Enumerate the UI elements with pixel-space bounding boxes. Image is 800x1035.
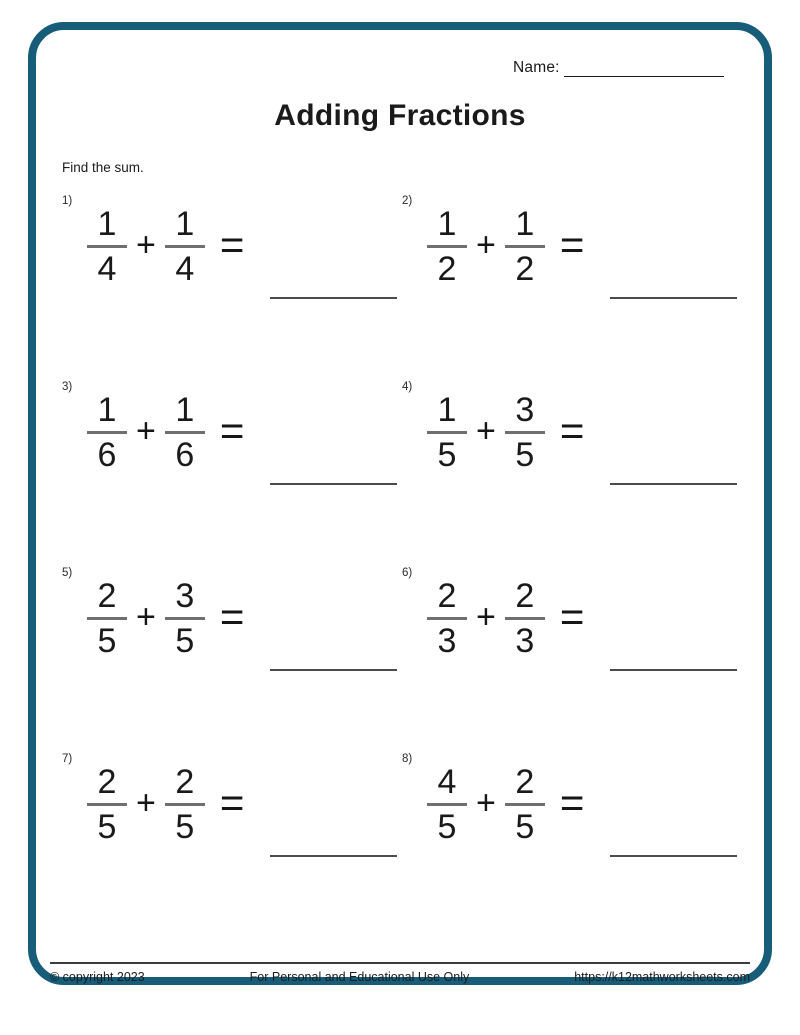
equation: [402, 206, 742, 287]
equals-sign: =: [219, 220, 245, 268]
plus-sign: +: [476, 597, 496, 636]
fraction-first: [85, 764, 129, 845]
problems-grid: [62, 193, 742, 937]
denominator: 5: [515, 435, 535, 474]
denominator: 5: [515, 807, 535, 846]
numerator: 3: [515, 391, 535, 429]
numerator: 2: [175, 763, 195, 801]
problem-number: 7): [62, 753, 73, 765]
fraction-first: [425, 206, 469, 287]
problem-number: 4): [402, 381, 413, 393]
fraction-bar: [165, 431, 205, 434]
denominator: 4: [175, 249, 195, 288]
plus-sign: +: [136, 411, 156, 450]
fraction-bar: [427, 245, 467, 248]
denominator: 5: [97, 807, 117, 846]
equals-sign: =: [559, 592, 585, 640]
problem-6: [402, 565, 742, 751]
plus-sign: +: [136, 225, 156, 264]
problem-1: [62, 193, 402, 379]
denominator: 2: [437, 249, 457, 288]
fraction-bar: [427, 617, 467, 620]
denominator: 5: [97, 621, 117, 660]
fraction-second: [163, 578, 207, 659]
fraction-bar: [505, 617, 545, 620]
problem-5: [62, 565, 402, 751]
problem-3: [62, 379, 402, 565]
fraction-second: [503, 578, 547, 659]
equation: [62, 206, 402, 287]
numerator: 2: [515, 577, 535, 615]
numerator: 1: [97, 205, 117, 243]
name-row: [513, 59, 724, 77]
page-title: Adding Fractions: [274, 99, 526, 132]
problem-2: [402, 193, 742, 379]
numerator: 1: [175, 205, 195, 243]
fraction-first: [425, 578, 469, 659]
numerator: 2: [515, 763, 535, 801]
equals-sign: =: [559, 220, 585, 268]
fraction-first: [85, 578, 129, 659]
footer: [50, 962, 750, 984]
instruction-text: Find the sum.: [62, 160, 144, 175]
equals-sign: =: [219, 592, 245, 640]
answer-blank: [270, 669, 397, 671]
denominator: 6: [97, 435, 117, 474]
problem-number: 8): [402, 753, 413, 765]
problem-number: 3): [62, 381, 73, 393]
fraction-bar: [165, 245, 205, 248]
answer-blank: [610, 483, 737, 485]
equation: [402, 392, 742, 473]
fraction-bar: [87, 431, 127, 434]
footer-copyright: © copyright 2023: [50, 970, 145, 984]
numerator: 1: [175, 391, 195, 429]
denominator: 3: [515, 621, 535, 660]
fraction-second: [503, 764, 547, 845]
name-label: Name:: [513, 59, 560, 76]
numerator: 4: [437, 763, 457, 801]
problem-number: 5): [62, 567, 73, 579]
numerator: 1: [437, 391, 457, 429]
answer-blank: [270, 297, 397, 299]
equation: [62, 764, 402, 845]
fraction-second: [163, 392, 207, 473]
fraction-bar: [165, 617, 205, 620]
fraction-first: [425, 764, 469, 845]
answer-blank: [270, 483, 397, 485]
equation: [402, 764, 742, 845]
denominator: 2: [515, 249, 535, 288]
fraction-bar: [427, 431, 467, 434]
equals-sign: =: [219, 778, 245, 826]
problem-8: [402, 751, 742, 937]
numerator: 2: [437, 577, 457, 615]
numerator: 2: [97, 577, 117, 615]
plus-sign: +: [136, 597, 156, 636]
fraction-first: [85, 392, 129, 473]
numerator: 3: [175, 577, 195, 615]
name-blank-line: [564, 60, 724, 77]
answer-blank: [610, 855, 737, 857]
plus-sign: +: [476, 411, 496, 450]
fraction-first: [85, 206, 129, 287]
denominator: 5: [437, 435, 457, 474]
equation: [402, 578, 742, 659]
problem-number: 2): [402, 195, 413, 207]
fraction-bar: [87, 803, 127, 806]
equals-sign: =: [559, 778, 585, 826]
plus-sign: +: [476, 225, 496, 264]
equals-sign: =: [219, 406, 245, 454]
equation: [62, 392, 402, 473]
fraction-bar: [87, 245, 127, 248]
fraction-bar: [505, 431, 545, 434]
numerator: 1: [437, 205, 457, 243]
problem-number: 6): [402, 567, 413, 579]
fraction-bar: [505, 245, 545, 248]
footer-usage-note: For Personal and Educational Use Only: [249, 970, 470, 984]
denominator: 5: [175, 621, 195, 660]
fraction-bar: [505, 803, 545, 806]
denominator: 5: [175, 807, 195, 846]
fraction-second: [503, 206, 547, 287]
footer-url: https://k12mathworksheets.com: [574, 970, 750, 984]
denominator: 4: [97, 249, 117, 288]
problem-7: [62, 751, 402, 937]
fraction-second: [503, 392, 547, 473]
problem-number: 1): [62, 195, 73, 207]
plus-sign: +: [476, 783, 496, 822]
fraction-bar: [87, 617, 127, 620]
answer-blank: [610, 669, 737, 671]
denominator: 5: [437, 807, 457, 846]
fraction-first: [425, 392, 469, 473]
fraction-second: [163, 764, 207, 845]
fraction-second: [163, 206, 207, 287]
answer-blank: [270, 855, 397, 857]
fraction-bar: [427, 803, 467, 806]
fraction-bar: [165, 803, 205, 806]
plus-sign: +: [136, 783, 156, 822]
answer-blank: [610, 297, 737, 299]
equals-sign: =: [559, 406, 585, 454]
denominator: 6: [175, 435, 195, 474]
problem-4: [402, 379, 742, 565]
numerator: 1: [97, 391, 117, 429]
denominator: 3: [437, 621, 457, 660]
equation: [62, 578, 402, 659]
numerator: 2: [97, 763, 117, 801]
numerator: 1: [515, 205, 535, 243]
